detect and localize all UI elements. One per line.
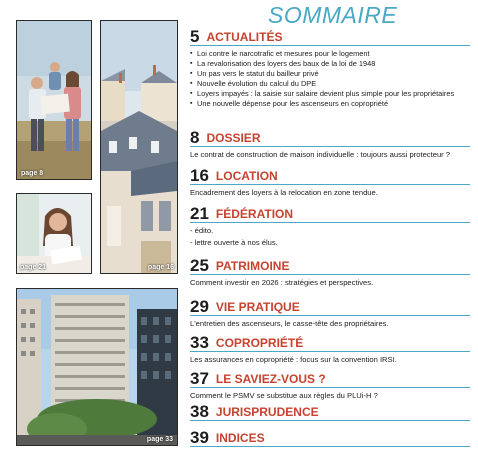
toc-section-name: VIE PRATIQUE <box>215 300 300 314</box>
toc-page-number: 38 <box>190 402 209 421</box>
photo-tower <box>16 288 178 446</box>
list-item: ▪ Un pas vers le statut du bailleur privé <box>190 69 470 79</box>
photo-caption: page 21 <box>20 264 47 271</box>
toc-description: Comment le PSMV se substitue aux règles du PLUi-H ? <box>190 391 378 400</box>
toc-section-name: FÉDÉRATION <box>215 207 294 221</box>
photo-caption: page 33 <box>146 436 173 443</box>
toc-section-name: COPROPRIÉTÉ <box>215 336 304 350</box>
toc-section-name: PATRIMOINE <box>215 259 290 273</box>
photo-caption: page 16 <box>147 264 174 271</box>
list-item: ▪ Loi contre le narcotrafic et mesures pour le logement <box>190 49 470 59</box>
toc-entry-copropriete[interactable] <box>190 334 470 365</box>
toc-entry-vie-pratique[interactable] <box>190 298 470 329</box>
photo-caption: page 8 <box>21 170 44 177</box>
toc-description: - édito. <box>190 226 214 235</box>
list-item: ▪ La revalorisation des loyers des baux de la loi de 1948 <box>190 59 470 69</box>
toc-section-name: ACTUALITÉS <box>206 30 283 44</box>
toc-description: Comment investir en 2026 : stratégies et perspectives. <box>190 278 374 287</box>
toc-page-number: 29 <box>190 297 209 316</box>
photo-rooftops <box>100 20 178 274</box>
toc-entry-le-saviez-vous[interactable] <box>190 370 470 401</box>
toc-section-name: JURISPRUDENCE <box>215 405 319 419</box>
toc-entry-jurisprudence[interactable] <box>190 403 470 421</box>
photo-family <box>16 20 92 180</box>
toc-entry-federation[interactable] <box>190 205 470 248</box>
toc-page-number: 33 <box>190 333 209 352</box>
toc-entry-dossier[interactable] <box>190 129 470 160</box>
toc-entry-location[interactable] <box>190 167 470 198</box>
photo-woman-reading <box>16 193 92 274</box>
toc-description: L'entretien des ascenseurs, le casse-tête des propriétaires. <box>190 319 389 328</box>
toc-description: Encadrement des loyers à la relocation en zone tendue. <box>190 188 378 197</box>
toc-page-number: 37 <box>190 369 209 388</box>
list-item: ▪ Loyers impayés : la saisie sur salaire devient plus simple pour les propriétaires <box>190 89 470 99</box>
toc-section-name: LE SAVIEZ-VOUS ? <box>215 372 326 386</box>
toc-section-name: INDICES <box>215 431 265 445</box>
toc-page-number: 39 <box>190 428 209 447</box>
toc-page-number: 25 <box>190 256 209 275</box>
list-item: ▪ Nouvelle évolution du calcul du DPE <box>190 79 470 89</box>
toc-description: Le contrat de construction de maison individuelle : toujours aussi protecteur ? <box>190 150 451 159</box>
toc-entry-indices[interactable] <box>190 429 470 447</box>
toc-entry-patrimoine[interactable] <box>190 257 470 288</box>
toc-page-number: 16 <box>190 166 209 185</box>
toc-section-name: LOCATION <box>215 169 278 183</box>
toc-page-number: 5 <box>190 27 200 46</box>
toc-entry-actualites[interactable] <box>190 28 470 109</box>
toc-page-number: 8 <box>190 128 200 147</box>
toc-description: Les assurances en copropriété : focus sur la convention IRSI. <box>190 355 397 364</box>
toc-section-name: DOSSIER <box>206 131 261 145</box>
list-item: ▪ Une nouvelle dépense pour les ascenseurs en copropriété <box>190 99 470 109</box>
page-title: SOMMAIRE <box>268 2 398 28</box>
toc-description: - lettre ouverte à nos élus. <box>190 238 278 247</box>
toc-page-number: 21 <box>190 204 209 223</box>
